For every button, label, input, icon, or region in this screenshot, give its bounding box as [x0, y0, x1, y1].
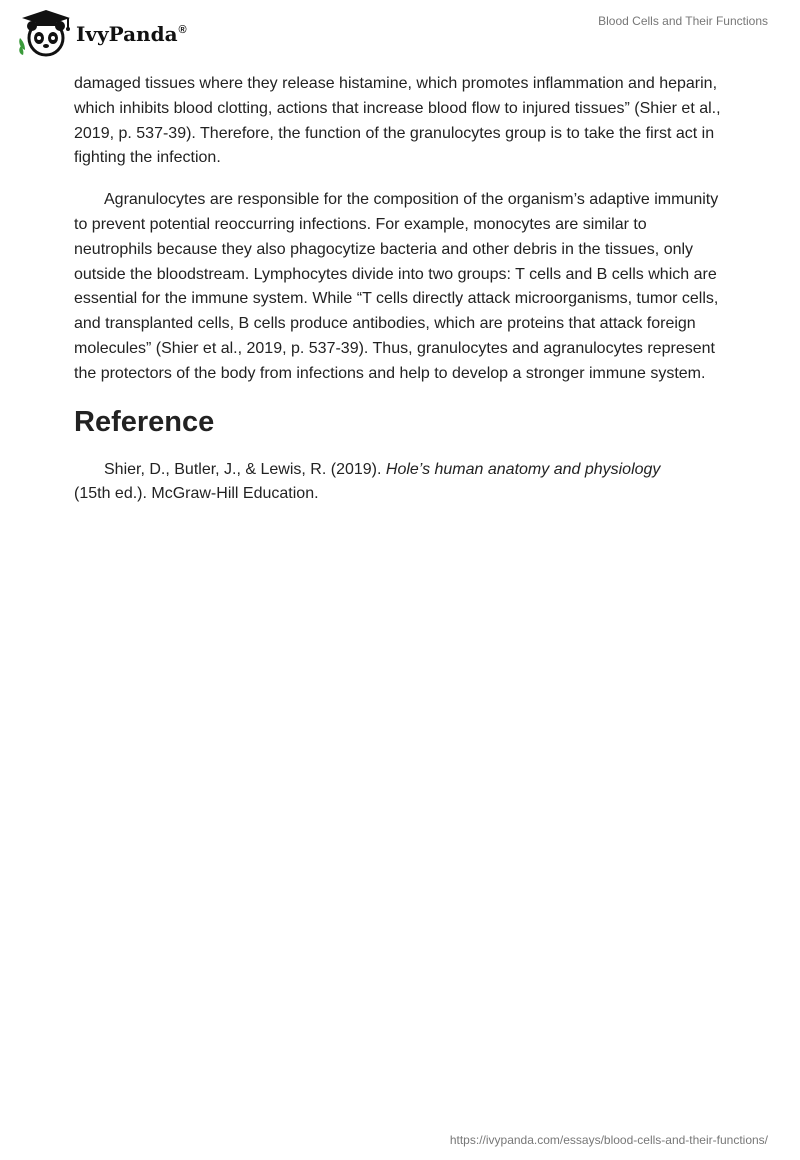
panda-graduation-cap-logo-icon	[16, 8, 74, 58]
body-paragraph-2: Agranulocytes are responsible for the composition of the organism’s adaptive immunity to prevent potential reoccurring infections. For example, monocytes are similar to neutrophils because they also phagocytize bacteria and other debris in the tissues, only outside the bloodstream. Lymphocytes divide into two groups: T cells and B cells which are essential for the immune system. While “T cells directly attack microorganisms, tumor cells, and transplanted cells, B cells produce antibodies, which are proteins that attack foreign molecules” (Shier et al., 2019, p. 537-39). Thus, granulocytes and agranulocytes represent the protectors of the body from infections and help to develop a stronger immune system.	[74, 191, 719, 382]
running-title: Blood Cells and Their Functions	[598, 14, 768, 28]
reference-entry	[74, 458, 726, 508]
registered-mark: ®	[178, 24, 187, 37]
brand-name: IvyPanda®	[76, 22, 187, 46]
document-body	[74, 72, 726, 507]
reference-title: Hole’s human anatomy and physiology	[385, 460, 661, 478]
page-header	[0, 0, 800, 70]
reference-heading: Reference	[74, 405, 215, 438]
footer-url[interactable]: https://ivypanda.com/essays/blood-cells-and-their-functions/	[449, 1133, 768, 1147]
brand-logo[interactable]	[16, 8, 187, 58]
body-paragraph-1: damaged tissues where they release histamine, which promotes inflammation and heparin, which inhibits blood clotting, actions that increase blood flow to injured tissues” (Shier et al., 2019, p. 537-39). Therefore, the function of the granulocytes group is to take the first act in fighting the infection.	[74, 75, 721, 167]
reference-details: (15th ed.). McGraw-Hill Education.	[74, 485, 319, 503]
reference-authors: Shier, D., Butler, J., & Lewis, R. (2019).	[104, 460, 386, 478]
